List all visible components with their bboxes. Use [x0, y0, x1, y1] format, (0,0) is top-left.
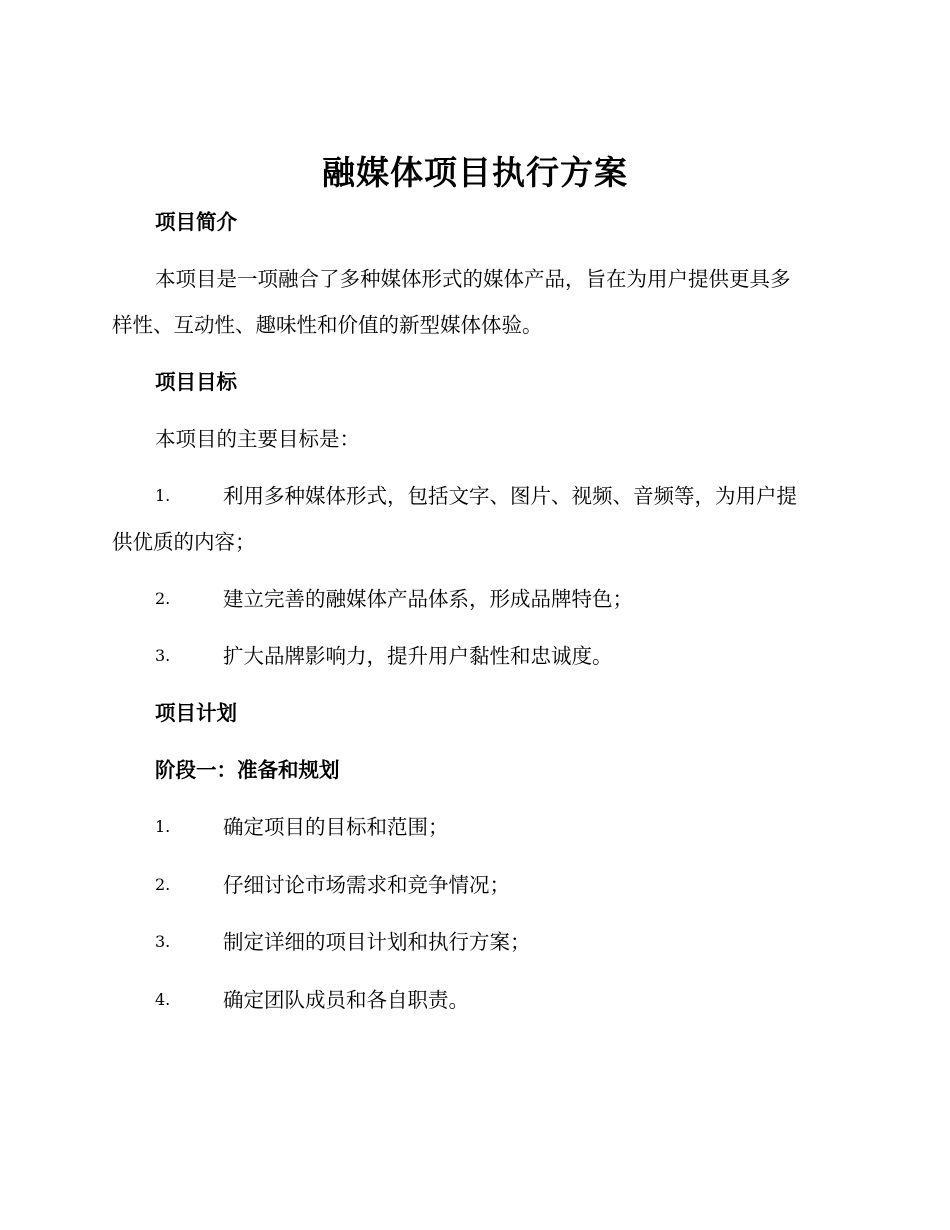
goal-item-1-number: 1.	[155, 486, 171, 505]
plan-item-3-text: 制定详细的项目计划和执行方案；	[223, 930, 531, 954]
goal-item-1-line-2: 供优质的内容；	[112, 530, 256, 554]
intro-paragraph-line-2: 样性、互动性、趣味性和价值的新型媒体体验。	[112, 313, 543, 337]
plan-item-4-text: 确定团队成员和各自职责。	[223, 988, 469, 1012]
goal-item-2-text: 建立完善的融媒体产品体系，形成品牌特色；	[223, 587, 633, 611]
plan-heading: 项目计划	[155, 701, 237, 725]
goals-heading: 项目目标	[155, 370, 237, 394]
plan-item-2-text: 仔细讨论市场需求和竞争情况；	[223, 873, 510, 897]
goal-item-3-text: 扩大品牌影响力，提升用户黏性和忠诚度。	[223, 644, 613, 668]
document-title: 融媒体项目执行方案	[322, 153, 628, 192]
plan-item-1-text: 确定项目的目标和范围；	[223, 815, 449, 839]
goals-lead: 本项目的主要目标是：	[155, 427, 360, 451]
intro-heading: 项目简介	[155, 210, 237, 234]
phase-1-heading: 阶段一：准备和规划	[155, 758, 340, 782]
plan-item-3-number: 3.	[155, 932, 171, 951]
goal-item-3-number: 3.	[155, 646, 171, 665]
plan-item-1-number: 1.	[155, 817, 171, 836]
plan-item-4-number: 4.	[155, 990, 171, 1009]
goal-item-1-line-1: 利用多种媒体形式，包括文字、图片、视频、音频等，为用户提	[223, 484, 797, 508]
intro-paragraph-line-1: 本项目是一项融合了多种媒体形式的媒体产品，旨在为用户提供更具多	[155, 267, 791, 291]
goal-item-2-number: 2.	[155, 589, 171, 608]
plan-item-2-number: 2.	[155, 875, 171, 894]
